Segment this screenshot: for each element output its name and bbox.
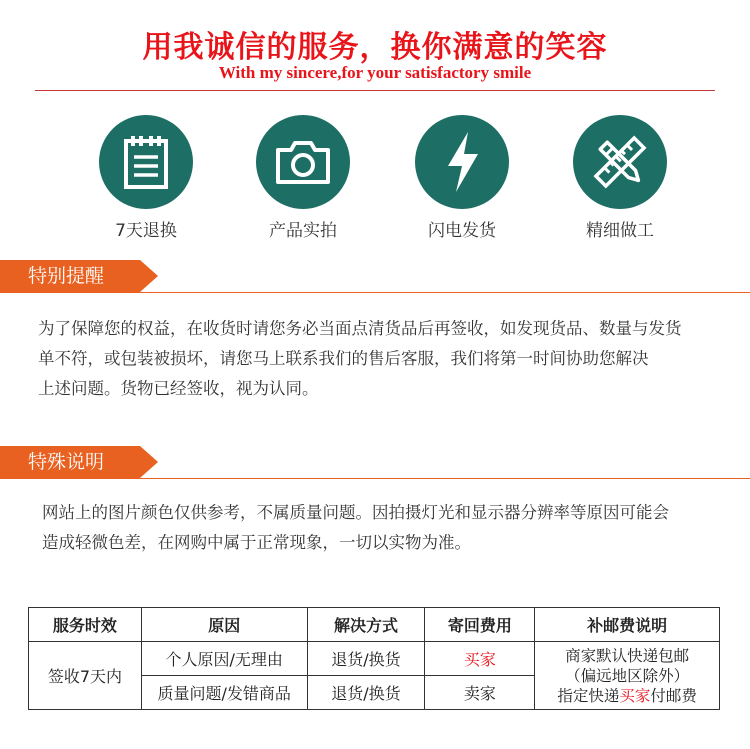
camera-icon: [256, 115, 350, 209]
ruler-pencil-icon: [573, 115, 667, 209]
postage-note-cell: [535, 642, 720, 710]
reminder-text: [38, 314, 718, 404]
header-cell: 原因: [141, 608, 307, 642]
feature-label: 精细做工: [586, 221, 654, 241]
feature-shipping: [412, 115, 512, 241]
solution-cell: 退货/换货: [307, 676, 425, 710]
postage-note-line: 商家默认快递包邮: [565, 646, 690, 665]
reason-cell: 个人原因/无理由: [141, 642, 307, 676]
table-header-row: [29, 608, 720, 642]
page-subtitle: With my sincere,for your satisfactory smile: [218, 63, 532, 82]
payer-cell: 买家: [425, 642, 535, 676]
special-heading-label: 特殊说明: [0, 446, 140, 478]
header-cell: 解决方式: [307, 608, 425, 642]
service-table: [28, 607, 720, 710]
special-line: 造成轻微色差，在网购中属于正常现象，一切以实物为准。: [42, 533, 471, 552]
feature-craft: [570, 115, 670, 241]
reminder-line: 单不符，或包装被损坏，请您马上联系我们的售后客服，我们将第一时间协助您解决: [38, 349, 649, 368]
feature-label: 闪电发货: [428, 221, 496, 241]
page-title: 用我诚信的服务，换你满意的笑容: [142, 30, 608, 65]
reminder-line: 为了保障您的权益，在收货时请您务必当面点清货品后再签收，如发现货品、数量与发货: [38, 319, 682, 338]
special-line: 网站上的图片颜色仅供参考，不属质量问题。因拍摄灯光和显示器分辨率等原因可能会: [42, 503, 669, 522]
feature-label: 7天退换: [115, 221, 177, 241]
payer-cell: 卖家: [425, 676, 535, 710]
solution-cell: 退货/换货: [307, 642, 425, 676]
period-cell: 签收7天内: [29, 642, 142, 710]
table-row: [29, 642, 720, 676]
reminder-line: 上述问题。货物已经签收，视为认同。: [38, 379, 319, 398]
reminder-heading-label: 特别提醒: [0, 260, 140, 292]
lightning-icon: [415, 115, 509, 209]
section-divider: [0, 478, 750, 479]
feature-return: [96, 115, 196, 241]
section-divider: [0, 292, 750, 293]
title-divider: [35, 90, 715, 91]
postage-note-line: 指定快递买家付邮费: [557, 686, 697, 705]
heading-arrow: [140, 260, 158, 292]
header-cell: 寄回费用: [425, 608, 535, 642]
special-text: [42, 498, 722, 558]
header-cell: 服务时效: [29, 608, 142, 642]
feature-photo: [253, 115, 353, 241]
reason-cell: 质量问题/发错商品: [141, 676, 307, 710]
header-cell: 补邮费说明: [535, 608, 720, 642]
buyer-highlight: 买家: [619, 686, 651, 705]
postage-note-line: （偏远地区除外）: [565, 666, 690, 685]
heading-arrow: [140, 446, 158, 478]
notepad-icon: [99, 115, 193, 209]
feature-label: 产品实拍: [269, 221, 337, 241]
